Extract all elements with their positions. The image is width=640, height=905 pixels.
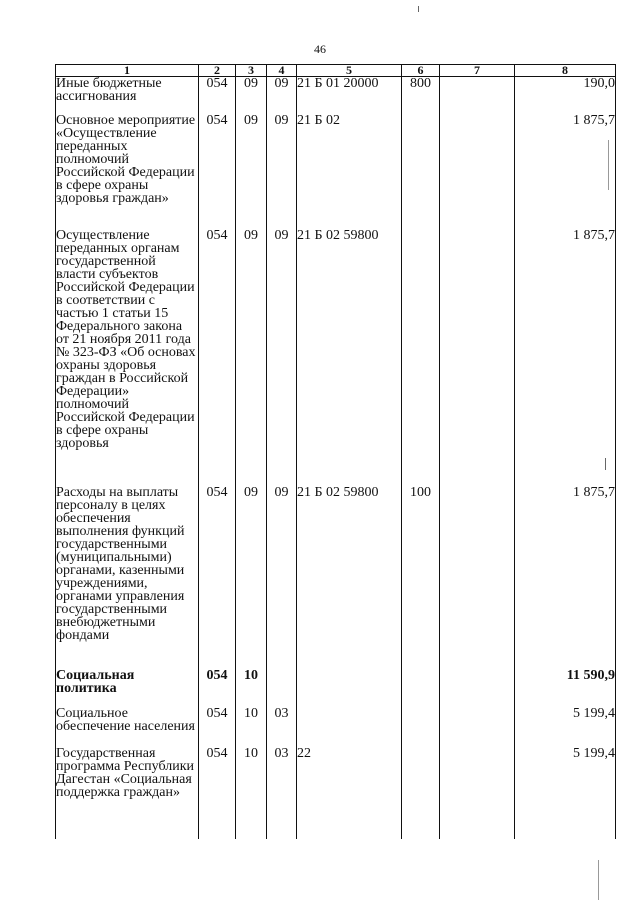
row-code-6 [402,669,440,707]
scan-artifact [418,6,419,12]
row-code-3: 10 [236,747,267,839]
table-row [56,77,616,114]
row-code-5 [297,707,402,747]
column-header-7: 7 [440,65,515,77]
row-code-6 [402,114,440,229]
column-header-1: 1 [56,65,199,77]
row-amount: 5 199,4 [515,747,616,839]
budget-table [55,64,616,839]
row-code-3: 09 [236,77,267,114]
scan-artifact [605,458,606,470]
row-code-4: 03 [267,747,297,839]
row-code-5: 21 Б 02 59800 [297,486,402,669]
row-name: Осуществление переданных органам государственной власти субъектов Российской Федерации в соответствии с частью 1 статьи 15 Федерального закона от 21 ноября 2011 года № 323-ФЗ «Об основах охраны здоровья граждан в Российской Федерации» полномочий Российской Федерации в сфере охраны здоровья [56,229,199,486]
row-name: Иные бюджетные ассигнования [56,77,199,114]
row-name: Государственная программа Республики Дагестан «Социальная поддержка граждан» [56,747,199,839]
table-row [56,669,616,707]
row-code-4: 09 [267,486,297,669]
row-name: Основное мероприятие «Осуществление переданных полномочий Российской Федерации в сфере охраны здоровья граждан» [56,114,199,229]
table-header-row [56,65,616,77]
table-row [56,486,616,669]
row-amount: 1 875,7 [515,486,616,669]
row-code-5: 22 [297,747,402,839]
table-row [56,707,616,747]
row-amount: 1 875,7 [515,114,616,229]
row-code-4: 09 [267,77,297,114]
column-header-5: 5 [297,65,402,77]
page-number: 46 [314,42,326,56]
row-code-2: 054 [199,114,236,229]
row-code-3: 09 [236,114,267,229]
row-amount: 190,0 [515,77,616,114]
row-code-7 [440,486,515,669]
row-code-6: 100 [402,486,440,669]
row-code-2: 054 [199,486,236,669]
row-code-3: 09 [236,229,267,486]
row-code-5 [297,669,402,707]
table-row [56,747,616,839]
column-header-2: 2 [199,65,236,77]
row-code-2: 054 [199,707,236,747]
column-header-6: 6 [402,65,440,77]
row-amount: 5 199,4 [515,707,616,747]
row-code-2: 054 [199,747,236,839]
row-code-7 [440,229,515,486]
row-code-5: 21 Б 01 20000 [297,77,402,114]
row-code-3: 10 [236,707,267,747]
row-code-4 [267,669,297,707]
row-amount: 11 590,9 [515,669,616,707]
scan-artifact [598,860,599,900]
column-header-3: 3 [236,65,267,77]
scan-artifact [608,140,609,190]
row-code-3: 09 [236,486,267,669]
row-code-7 [440,77,515,114]
row-code-6 [402,229,440,486]
row-code-5: 21 Б 02 59800 [297,229,402,486]
table-row [56,229,616,486]
column-header-8: 8 [515,65,616,77]
row-name: Социальное обеспечение населения [56,707,199,747]
row-code-7 [440,669,515,707]
row-code-6 [402,747,440,839]
row-code-7 [440,707,515,747]
row-code-6: 800 [402,77,440,114]
row-code-6 [402,707,440,747]
row-code-2: 054 [199,669,236,707]
row-amount: 1 875,7 [515,229,616,486]
row-code-7 [440,114,515,229]
row-name: Социальная политика [56,669,199,707]
row-code-2: 054 [199,77,236,114]
row-name: Расходы на выплаты персоналу в целях обеспечения выполнения функций государственными (муниципальными) органами, казенными учреждениями, органами управления государственными внебюджетными фондами [56,486,199,669]
row-code-2: 054 [199,229,236,486]
column-header-4: 4 [267,65,297,77]
row-code-7 [440,747,515,839]
row-code-4: 09 [267,229,297,486]
row-code-3: 10 [236,669,267,707]
table-row [56,114,616,229]
row-code-4: 03 [267,707,297,747]
row-code-5: 21 Б 02 [297,114,402,229]
row-code-4: 09 [267,114,297,229]
